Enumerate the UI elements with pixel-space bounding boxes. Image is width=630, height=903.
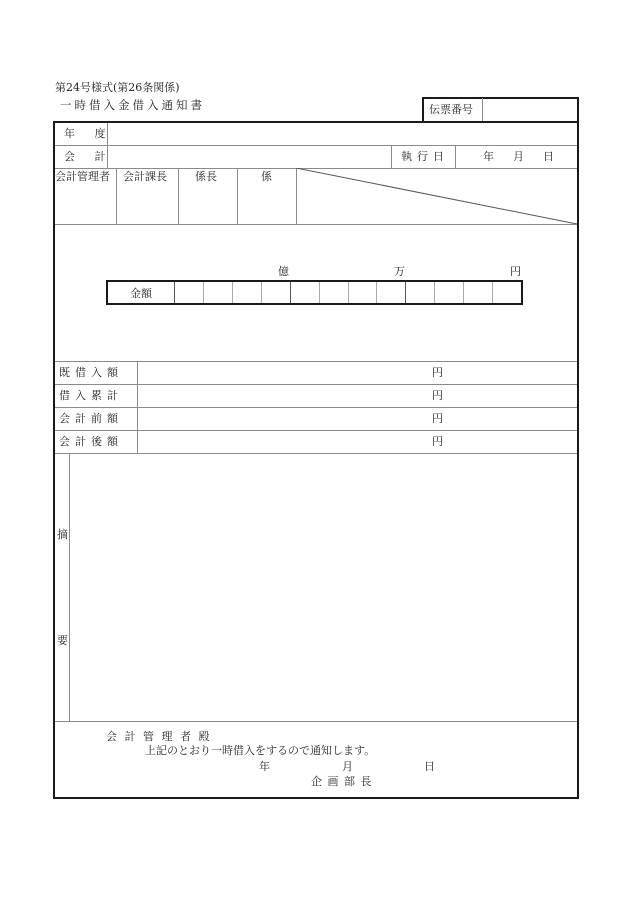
unit-yen: 円 bbox=[510, 265, 521, 278]
amount-digit-cell[interactable] bbox=[464, 282, 493, 303]
amount-digit-cell[interactable] bbox=[406, 282, 435, 303]
notice-date-month: 月 bbox=[342, 760, 353, 773]
amount-label: 金額 bbox=[108, 282, 175, 303]
row-divider bbox=[55, 721, 577, 722]
remarks-label-top: 摘 bbox=[57, 528, 68, 541]
approval-divider bbox=[178, 168, 179, 224]
remarks-label-divider bbox=[69, 453, 70, 721]
notice-date-year: 年 bbox=[259, 760, 270, 773]
approval-label-subsection-chief: 係長 bbox=[195, 170, 217, 183]
diagonal-line bbox=[296, 168, 577, 224]
unit-man: 万 bbox=[394, 265, 405, 278]
execution-date-divider bbox=[391, 146, 392, 168]
cumulative-borrowing-unit: 円 bbox=[432, 389, 443, 402]
fiscal-year-label: 年 度 bbox=[64, 127, 114, 140]
amount-digit-cell[interactable] bbox=[435, 282, 464, 303]
notice-date-day: 日 bbox=[424, 760, 435, 773]
addressee: 会 計 管 理 者 殿 bbox=[106, 730, 210, 743]
remarks-label-bottom: 要 bbox=[57, 634, 68, 647]
approval-divider bbox=[237, 168, 238, 224]
sender: 企 画 部 長 bbox=[311, 775, 372, 788]
amount-digit-cell[interactable] bbox=[320, 282, 349, 303]
cumulative-borrowing-field[interactable] bbox=[139, 385, 576, 406]
stamp-box-accounting-chief[interactable] bbox=[118, 184, 177, 222]
amount-box bbox=[106, 280, 523, 305]
amount-digit-cell[interactable] bbox=[262, 282, 291, 303]
approval-label-accounting-chief: 会計課長 bbox=[123, 170, 167, 183]
previous-borrowing-label: 既借入額 bbox=[59, 366, 123, 379]
slip-number-label: 伝票番号 bbox=[429, 103, 473, 116]
unit-oku: 億 bbox=[278, 265, 289, 278]
execution-date-value-divider bbox=[455, 146, 456, 168]
amount-digit-cell[interactable] bbox=[377, 282, 406, 303]
cumulative-borrowing-label: 借入累計 bbox=[59, 389, 123, 402]
post-accounting-amount-unit: 円 bbox=[432, 435, 443, 448]
post-accounting-amount-field[interactable] bbox=[139, 431, 576, 452]
slip-number-divider bbox=[482, 98, 483, 121]
fiscal-year-field[interactable] bbox=[109, 123, 576, 144]
row-divider bbox=[55, 453, 577, 454]
account-label: 会 計 bbox=[64, 150, 114, 163]
previous-borrowing-field[interactable] bbox=[139, 362, 576, 383]
approval-divider bbox=[116, 168, 117, 224]
amount-digit-cell[interactable] bbox=[233, 282, 262, 303]
account-field[interactable] bbox=[109, 146, 389, 167]
notice-message: 上記のとおり一時借入をするので通知します。 bbox=[145, 744, 376, 757]
amount-digit-cell[interactable] bbox=[175, 282, 204, 303]
stamp-box-staff[interactable] bbox=[239, 184, 295, 222]
pre-accounting-amount-label: 会計前額 bbox=[59, 412, 123, 425]
amount-digit-cell[interactable] bbox=[349, 282, 378, 303]
stamp-box-subsection-chief[interactable] bbox=[180, 184, 236, 222]
post-accounting-amount-label: 会計後額 bbox=[59, 435, 123, 448]
execution-date-day: 日 bbox=[543, 150, 554, 163]
pre-accounting-amount-unit: 円 bbox=[432, 412, 443, 425]
pre-accounting-amount-field[interactable] bbox=[139, 408, 576, 429]
row-divider bbox=[55, 224, 577, 225]
diagonal-strike bbox=[296, 168, 578, 225]
previous-borrowing-unit: 円 bbox=[432, 366, 443, 379]
form-number: 第24号様式(第26条関係) bbox=[55, 81, 180, 94]
amount-digit-cell[interactable] bbox=[291, 282, 320, 303]
slip-number-field[interactable] bbox=[484, 99, 576, 120]
amount-digit-cells bbox=[175, 282, 521, 303]
amount-digit-cell[interactable] bbox=[493, 282, 521, 303]
execution-date-year: 年 bbox=[483, 150, 494, 163]
stamp-box-accounting-manager[interactable] bbox=[56, 184, 115, 222]
remarks-field[interactable] bbox=[71, 455, 576, 719]
amount-digit-cell[interactable] bbox=[204, 282, 233, 303]
approval-label-accounting-manager: 会計管理者 bbox=[55, 170, 110, 183]
execution-date-label: 執行日 bbox=[401, 150, 449, 163]
execution-date-month: 月 bbox=[513, 150, 524, 163]
form-title: 一時借入金借入通知書 bbox=[60, 98, 205, 112]
approval-label-staff: 係 bbox=[261, 170, 272, 183]
